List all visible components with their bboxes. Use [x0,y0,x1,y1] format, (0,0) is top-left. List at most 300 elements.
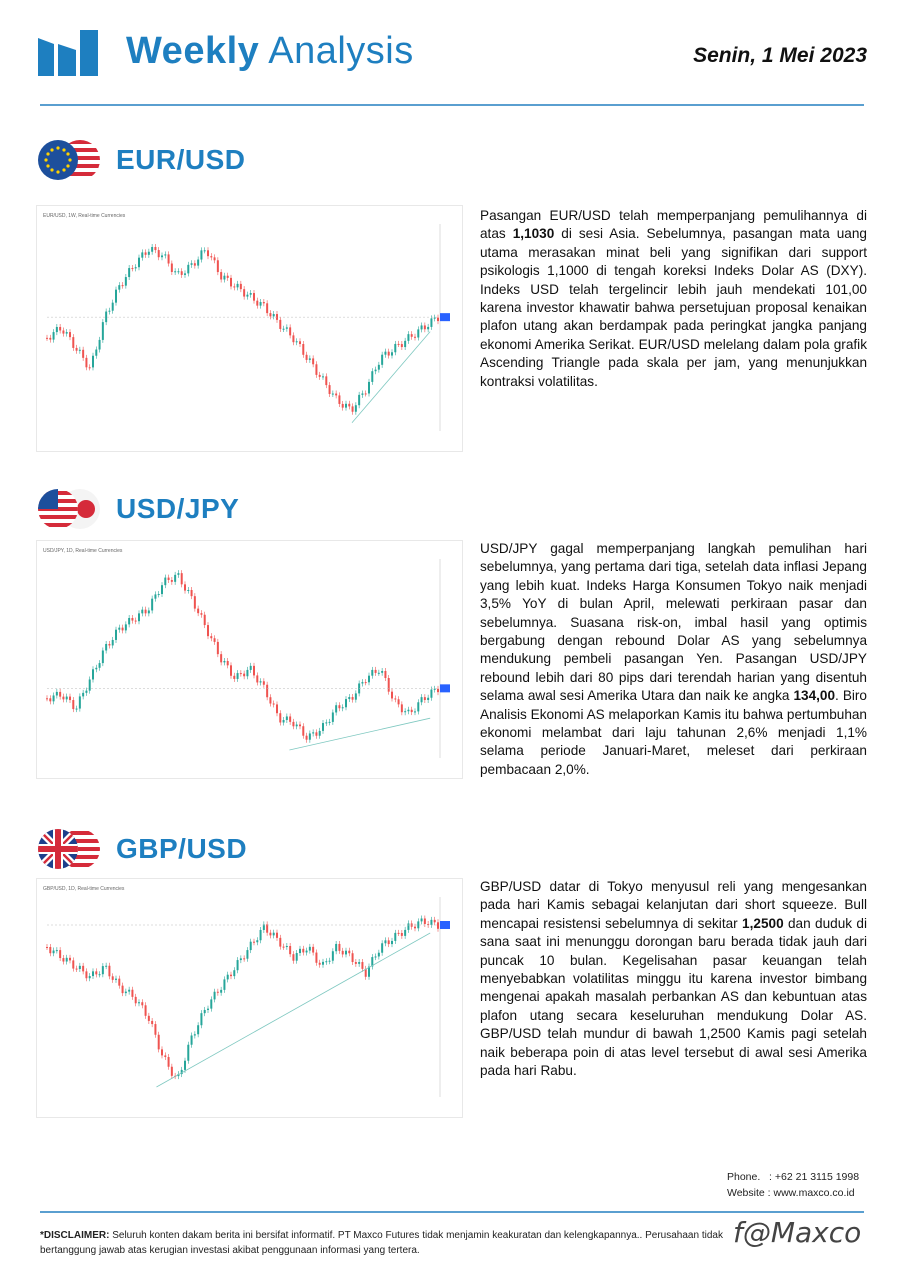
candle [391,692,393,699]
candle [191,1035,193,1044]
candle [112,303,114,311]
candle [76,709,78,710]
section-title-gbpusd [36,827,247,871]
candle [207,250,209,256]
candle [49,947,51,953]
section-title-eurusd [36,138,246,182]
candle [401,933,403,936]
candle [325,722,327,723]
candle [427,698,429,700]
candle [434,318,436,319]
candle [434,689,436,690]
candle [125,277,127,286]
candle [112,640,114,645]
candle [56,950,58,951]
candle [79,966,81,969]
candle [79,696,81,708]
candle [309,358,311,360]
candle [424,697,426,700]
candle [322,962,324,965]
candle [197,609,199,614]
candle [430,318,432,327]
candle [266,303,268,313]
disclaimer: *DISCLAIMER: Seluruh konten dakam berita ini bersifat informatif. PT Maxco Futures tidak menjamin keakuratan dan kelengkapannya.. Perusahaan tidak bertanggung jawab atas kerugian investasi akibat penggunaan informasi yang tertera. [40,1230,723,1256]
candle [95,350,97,356]
candle [187,590,189,591]
candle [131,618,133,621]
candle [181,271,183,275]
candle [187,1045,189,1061]
candle [148,610,150,613]
candle [187,265,189,274]
candle [260,930,262,940]
candle [375,670,377,673]
candle [329,961,331,962]
price-chart-svg [37,879,462,1117]
candle [194,263,196,265]
candle [125,992,127,994]
section-title-usdjpy [36,487,239,531]
contact-info [727,1169,859,1201]
candle [148,252,150,255]
candle [250,942,252,950]
candle [181,573,183,584]
candle [269,697,271,703]
candle [108,644,110,645]
candle [250,293,252,295]
candle [118,285,120,289]
candle [122,986,124,993]
candle [302,726,304,735]
candle [384,671,386,678]
candle [253,293,255,301]
candle [325,961,327,962]
candle [299,949,301,953]
candle [388,352,390,356]
candle [92,971,94,976]
chart-usdjpy [36,540,463,779]
candle [365,393,367,394]
candle [59,327,61,331]
candle [430,920,432,925]
candle [217,992,219,993]
phone-label: Phone. [727,1171,761,1183]
candle [108,966,110,977]
candle [401,704,403,712]
candle [421,697,423,702]
candle [414,711,416,712]
candle [174,575,176,582]
candle [237,960,239,970]
candle [404,930,406,936]
candle [125,624,127,630]
candle [283,329,285,330]
candle [263,681,265,684]
candle [332,394,334,395]
candle [53,695,55,701]
candle [62,331,64,334]
candle [89,367,91,368]
candle [279,713,281,722]
candle [128,990,130,992]
candle [312,358,314,364]
paragraph-text: GBP/USD datar di Tokyo menyusul reli yang mengesankan pada hari Kamis sebagai kelanjutan dari short squeeze. Bull mencapai resistensi sebelumnya di sekitar [480,879,867,931]
candle [335,705,337,712]
candle [292,335,294,342]
candle [85,358,87,367]
candle [62,958,64,961]
analysis-text-eurusd [480,207,867,391]
social-handle[interactable]: f@Maxco [733,1216,862,1249]
candle [253,666,255,676]
report-header [0,0,905,110]
candle [335,394,337,396]
candle [161,585,163,594]
candle [223,661,225,662]
candle [217,260,219,272]
candle [407,923,409,929]
candle [158,594,160,595]
candle [260,302,262,306]
candle [200,1013,202,1025]
us-jp-flag-icon [36,487,102,531]
candle [118,628,120,630]
candle [345,951,347,955]
candle [194,1034,196,1035]
candle [223,276,225,280]
candle [128,618,130,624]
candle [306,736,308,740]
candle [227,661,229,665]
candle [92,356,94,368]
candle [168,578,170,580]
candle [53,332,55,340]
candle [417,921,419,928]
candle [184,584,186,590]
candle [184,273,186,275]
candle [62,697,64,700]
candle [276,704,278,713]
candle [66,332,68,334]
candle [378,365,380,370]
candle [161,255,163,257]
candle [131,990,133,997]
candle [112,976,114,980]
candle [233,286,235,287]
candle [371,670,373,676]
candle [243,674,245,677]
candle [279,320,281,329]
candle [404,341,406,347]
candle [99,974,101,975]
candle [401,344,403,347]
candle [49,698,51,701]
candle [319,375,321,377]
candle [414,337,416,338]
candle [210,256,212,257]
candle [246,950,248,959]
candle [378,953,380,957]
candle [151,599,153,611]
candle [141,1002,143,1005]
candle [384,940,386,943]
candle [355,962,357,964]
candle [338,395,340,404]
candle [72,700,74,709]
candle [283,947,285,948]
candle [381,671,383,673]
candle [378,673,380,674]
candle [375,370,377,372]
candle [204,250,206,251]
candle [53,951,55,954]
candle [135,997,137,1003]
candle [325,376,327,385]
chart-eurusd [36,205,463,452]
key-level: 1,1030 [512,226,555,242]
candle [391,352,393,355]
candle [214,257,216,260]
candle [361,393,363,394]
candle [69,697,71,700]
candle [279,938,281,947]
chart-header: USD/JPY, 1D, Real-time Currencies [43,548,123,554]
candle [82,350,84,358]
candle [299,725,301,727]
candle [437,318,439,321]
candle [154,1024,156,1035]
candle [355,405,357,412]
uk-us-flag-icon [36,827,102,871]
candle [66,697,68,700]
candle [394,698,396,699]
candle [342,404,344,408]
candle [171,580,173,582]
candle [368,676,370,683]
candle [164,254,166,255]
candle [361,962,363,969]
candle [250,666,252,670]
candle [168,254,170,263]
candle [158,1035,160,1050]
candle [171,1067,173,1076]
candle [296,953,298,961]
candle [421,918,423,921]
candle [138,258,140,268]
chart-header: EUR/USD, 1W, Real-time Currencies [43,213,126,219]
candle [417,702,419,711]
candle [89,679,91,690]
candle [200,613,202,615]
candle [273,933,275,936]
candle [424,918,426,924]
candle [407,334,409,341]
candle [256,940,258,942]
candle [85,691,87,693]
candle [286,946,288,947]
candle [421,325,423,329]
candle [381,943,383,952]
candle [230,665,232,675]
candle [220,654,222,662]
candle [368,382,370,394]
candle [302,344,304,355]
candle [283,720,285,722]
candle [49,338,51,340]
candle [233,676,235,679]
candle [352,406,354,411]
candle [92,669,94,679]
candle [407,710,409,711]
candle [352,953,354,962]
candle [230,975,232,976]
report-title: Weekly Analysis [126,30,414,72]
candle [115,630,117,640]
candle [220,272,222,279]
candle [102,966,104,974]
candle [108,311,110,312]
candle [204,1010,206,1013]
candle [391,941,393,944]
candle [148,1016,150,1021]
candle [220,990,222,993]
candle [207,625,209,636]
candle [273,314,275,316]
candle [79,350,81,351]
candle [214,638,216,642]
candle [154,247,156,250]
candle [118,979,120,986]
candle [145,1005,147,1016]
candle [260,681,262,682]
candle [315,732,317,735]
report-date: Senin, 1 Mei 2023 [693,44,867,67]
candle [319,963,321,965]
footer-divider [40,1211,864,1213]
pair-label: GBP/USD [116,833,248,864]
candle [207,1009,209,1010]
website-label: Website [727,1187,765,1199]
candle [240,284,242,289]
price-tag [440,684,450,692]
candle [46,698,48,699]
candle [177,573,179,575]
candle [230,278,232,287]
candle [424,325,426,329]
candle [240,958,242,960]
candle [85,971,87,978]
maxco-logo-icon [38,30,98,76]
candle [210,636,212,638]
candle [243,289,245,296]
candle [361,682,363,683]
candle [388,940,390,944]
candle [437,922,439,928]
candle [246,670,248,676]
candle [243,958,245,959]
paragraph-text: Pasangan EUR/USD telah memperpanjang pemulihannya di atas [480,208,867,242]
candle [122,285,124,286]
candle [95,668,97,669]
chart-header: GBP/USD, 1D, Real-time Currencies [43,886,125,892]
candle [151,1021,153,1024]
candle [158,250,160,257]
candle [145,252,147,254]
candle [184,1061,186,1070]
candle [345,404,347,408]
candle [309,947,311,951]
key-level: 1,2500 [742,915,784,931]
candle [292,722,294,726]
candle [174,271,176,272]
candle [309,733,311,739]
candle [105,966,107,967]
candle [398,933,400,934]
candle [322,723,324,731]
candle [105,312,107,323]
candle [56,327,58,332]
candle [398,344,400,345]
candle [315,364,317,375]
candle [286,327,288,328]
candle [82,966,84,972]
candle [296,341,298,342]
candle [266,924,268,932]
candle [191,590,193,596]
price-tag [440,921,450,929]
candle [233,970,235,976]
paragraph-text: dan duduk di sana saat ini menunggu dorongan baru berada tidak jauh dari puncak 10 bulan. Kegelisahan pasar keuangan telah menyebabkan volatilitas minggu itu karena investor bimbang mengenai apakah masalah perbankan AS dan kebuntuan atas plafon utang secara keseluruhan mendukung Dolar AS. GBP/USD telah mundur di bawah 1,2500 Kamis pagi setelah naik beberapa poin di atas level tersebut di awal sesi Amerika pada hari Rabu. [480,915,867,1079]
candle [82,693,84,697]
candle [115,290,117,303]
candle [430,690,432,698]
candle [394,933,396,941]
candle [223,979,225,989]
candle [329,385,331,394]
pair-label: USD/JPY [116,493,240,524]
candle [105,644,107,651]
candle [138,613,140,621]
candle [197,260,199,266]
price-chart-svg [37,206,462,451]
candle [319,731,321,736]
candle [217,642,219,654]
candle [69,332,71,337]
pair-label: EUR/USD [116,144,246,175]
candle [404,711,406,712]
paragraph-text: USD/JPY gagal memperpanjang langkah pemulihan hari sebelumnya, yang pertama dari tiga, setelah data inflasi Jepang yang lebih kuat. Indeks Harga Konsumen Tokyo naik menjadi 3,5% YoY di bulan April, melewati perkiraan pasar dan sebelumnya. Suasana risk-on, imbal hasil yang optimis bergabung dengan rebound Dolar AS yang sebelumnya mendukung pembeli pasangan Yen. Pasangan USD/JPY rebound lebih dari 80 pips dari terendah harian yang disentuh selama awal sesi Amerika Utara dan naik ke angka [480,541,867,704]
candle [89,976,91,978]
candle [348,404,350,407]
candle [332,951,334,960]
candle [348,697,350,699]
candle [46,338,48,339]
candle [46,947,48,948]
candle [72,337,74,348]
analysis-text-usdjpy [480,540,867,779]
candle [102,322,104,340]
candle [164,1055,166,1057]
candle [141,252,143,257]
candle [138,1002,140,1003]
candle [76,348,78,351]
website-value[interactable]: : www.maxco.co.id [767,1187,855,1199]
candle [200,250,202,259]
candle [289,946,291,954]
candle [332,712,334,721]
chart-gbpusd [36,878,463,1118]
candle [194,596,196,608]
